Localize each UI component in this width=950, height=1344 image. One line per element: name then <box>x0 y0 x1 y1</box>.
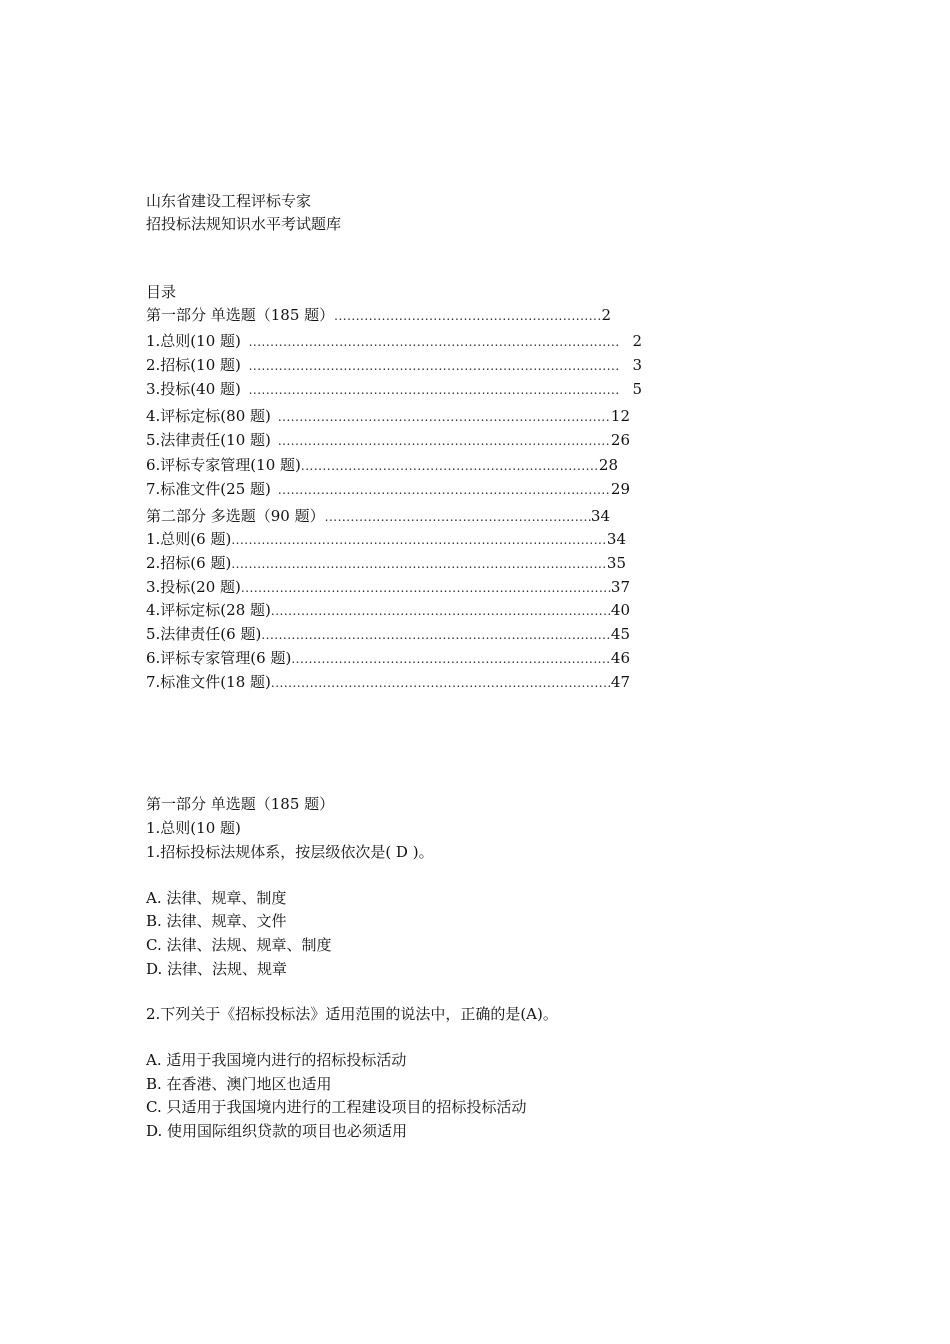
toc-leader <box>278 431 611 451</box>
toc-leader <box>271 673 611 693</box>
toc-page-number: 29 <box>610 480 630 498</box>
toc-label: 6.评标专家管理(10 题) <box>146 456 301 474</box>
option-a: A. 法律、规章、制度 <box>146 889 287 907</box>
toc-page-number: 34 <box>590 507 610 525</box>
toc-leader <box>241 578 611 598</box>
toc-entry-standard-docs[interactable] <box>146 479 630 500</box>
toc-label: 3.投标(40 题) <box>146 380 241 398</box>
toc-page-number: 26 <box>610 431 630 449</box>
toc-label: 第一部分 单选题（185 题） <box>146 306 335 324</box>
toc-page-number: 28 <box>598 456 618 474</box>
toc-page-number: 3 <box>632 356 642 374</box>
toc-label: 4.评标定标(28 题) <box>146 601 271 619</box>
toc-label: 第二部分 多选题（90 题） <box>146 507 325 525</box>
toc-label: 5.法律责任(10 题) <box>146 431 271 449</box>
toc-page-number: 35 <box>606 554 626 572</box>
section-heading: 1.总则(10 题) <box>146 819 241 837</box>
toc-leader <box>271 601 611 621</box>
toc-page-number: 2 <box>632 332 642 350</box>
option-d: D. 使用国际组织贷款的项目也必须适用 <box>146 1122 408 1140</box>
toc-page-number: 2 <box>601 306 611 324</box>
toc-entry-mc-general[interactable] <box>146 529 626 550</box>
toc-leader <box>325 507 591 527</box>
question-stem: 1.招标投标法规体系，按层级依次是( D )。 <box>146 843 434 861</box>
toc-page-number: 12 <box>610 407 630 425</box>
toc-leader <box>231 554 607 574</box>
toc-entry-mc-bid[interactable] <box>146 577 630 598</box>
toc-entry-part2[interactable] <box>146 506 610 527</box>
toc-leader <box>249 380 620 400</box>
toc-entry-bid[interactable] <box>146 379 642 400</box>
toc-leader <box>249 356 620 376</box>
toc-entry-evaluation[interactable] <box>146 406 630 427</box>
option-b: B. 法律、规章、文件 <box>146 912 287 930</box>
toc-entry-general[interactable] <box>146 331 642 352</box>
toc-label: 3.投标(20 题) <box>146 578 241 596</box>
toc-entry-liability[interactable] <box>146 430 630 451</box>
toc-entry-mc-liability[interactable] <box>146 624 630 645</box>
toc-page-number: 34 <box>606 530 626 548</box>
doc-title-line1: 山东省建设工程评标专家 <box>146 192 312 210</box>
toc-entry-mc-tender[interactable] <box>146 553 626 574</box>
toc-label: 7.标准文件(18 题) <box>146 673 271 691</box>
toc-leader <box>249 332 620 352</box>
toc-label: 4.评标定标(80 题) <box>146 407 271 425</box>
toc-leader <box>278 480 611 500</box>
toc-entry-expert-mgmt[interactable] <box>146 455 618 476</box>
toc-leader <box>231 530 607 550</box>
toc-page-number: 40 <box>610 601 630 619</box>
toc-leader <box>301 456 599 476</box>
toc-heading: 目录 <box>146 283 177 301</box>
toc-page-number: 45 <box>610 625 630 643</box>
toc-leader <box>261 625 611 645</box>
toc-entry-mc-standard-docs[interactable] <box>146 672 630 693</box>
part-heading: 第一部分 单选题（185 题） <box>146 795 335 813</box>
question-stem: 2.下列关于《招标投标法》适用范围的说法中，正确的是(A)。 <box>146 1005 558 1023</box>
toc-entry-part1[interactable] <box>146 305 611 326</box>
toc-page-number: 46 <box>610 649 630 667</box>
toc-label: 1.总则(6 题) <box>146 530 232 548</box>
option-a: A. 适用于我国境内进行的招标投标活动 <box>146 1051 407 1069</box>
option-c: C. 只适用于我国境内进行的工程建设项目的招标投标活动 <box>146 1098 527 1116</box>
toc-leader <box>291 649 611 669</box>
toc-label: 1.总则(10 题) <box>146 332 241 350</box>
option-b: B. 在香港、澳门地区也适用 <box>146 1075 332 1093</box>
option-d: D. 法律、法规、规章 <box>146 960 288 978</box>
toc-page-number: 37 <box>610 578 630 596</box>
toc-label: 7.标准文件(25 题) <box>146 480 271 498</box>
doc-title-line2: 招投标法规知识水平考试题库 <box>146 215 342 233</box>
toc-label: 5.法律责任(6 题) <box>146 625 262 643</box>
toc-label: 2.招标(6 题) <box>146 554 232 572</box>
toc-entry-mc-expert-mgmt[interactable] <box>146 648 630 669</box>
toc-leader <box>278 407 611 427</box>
toc-entry-mc-evaluation[interactable] <box>146 600 630 621</box>
toc-page-number: 47 <box>610 673 630 691</box>
toc-entry-tender[interactable] <box>146 355 642 376</box>
toc-label: 6.评标专家管理(6 题) <box>146 649 292 667</box>
toc-label: 2.招标(10 题) <box>146 356 241 374</box>
toc-page-number: 5 <box>632 380 642 398</box>
option-c: C. 法律、法规、规章、制度 <box>146 936 332 954</box>
toc-leader <box>334 306 601 326</box>
